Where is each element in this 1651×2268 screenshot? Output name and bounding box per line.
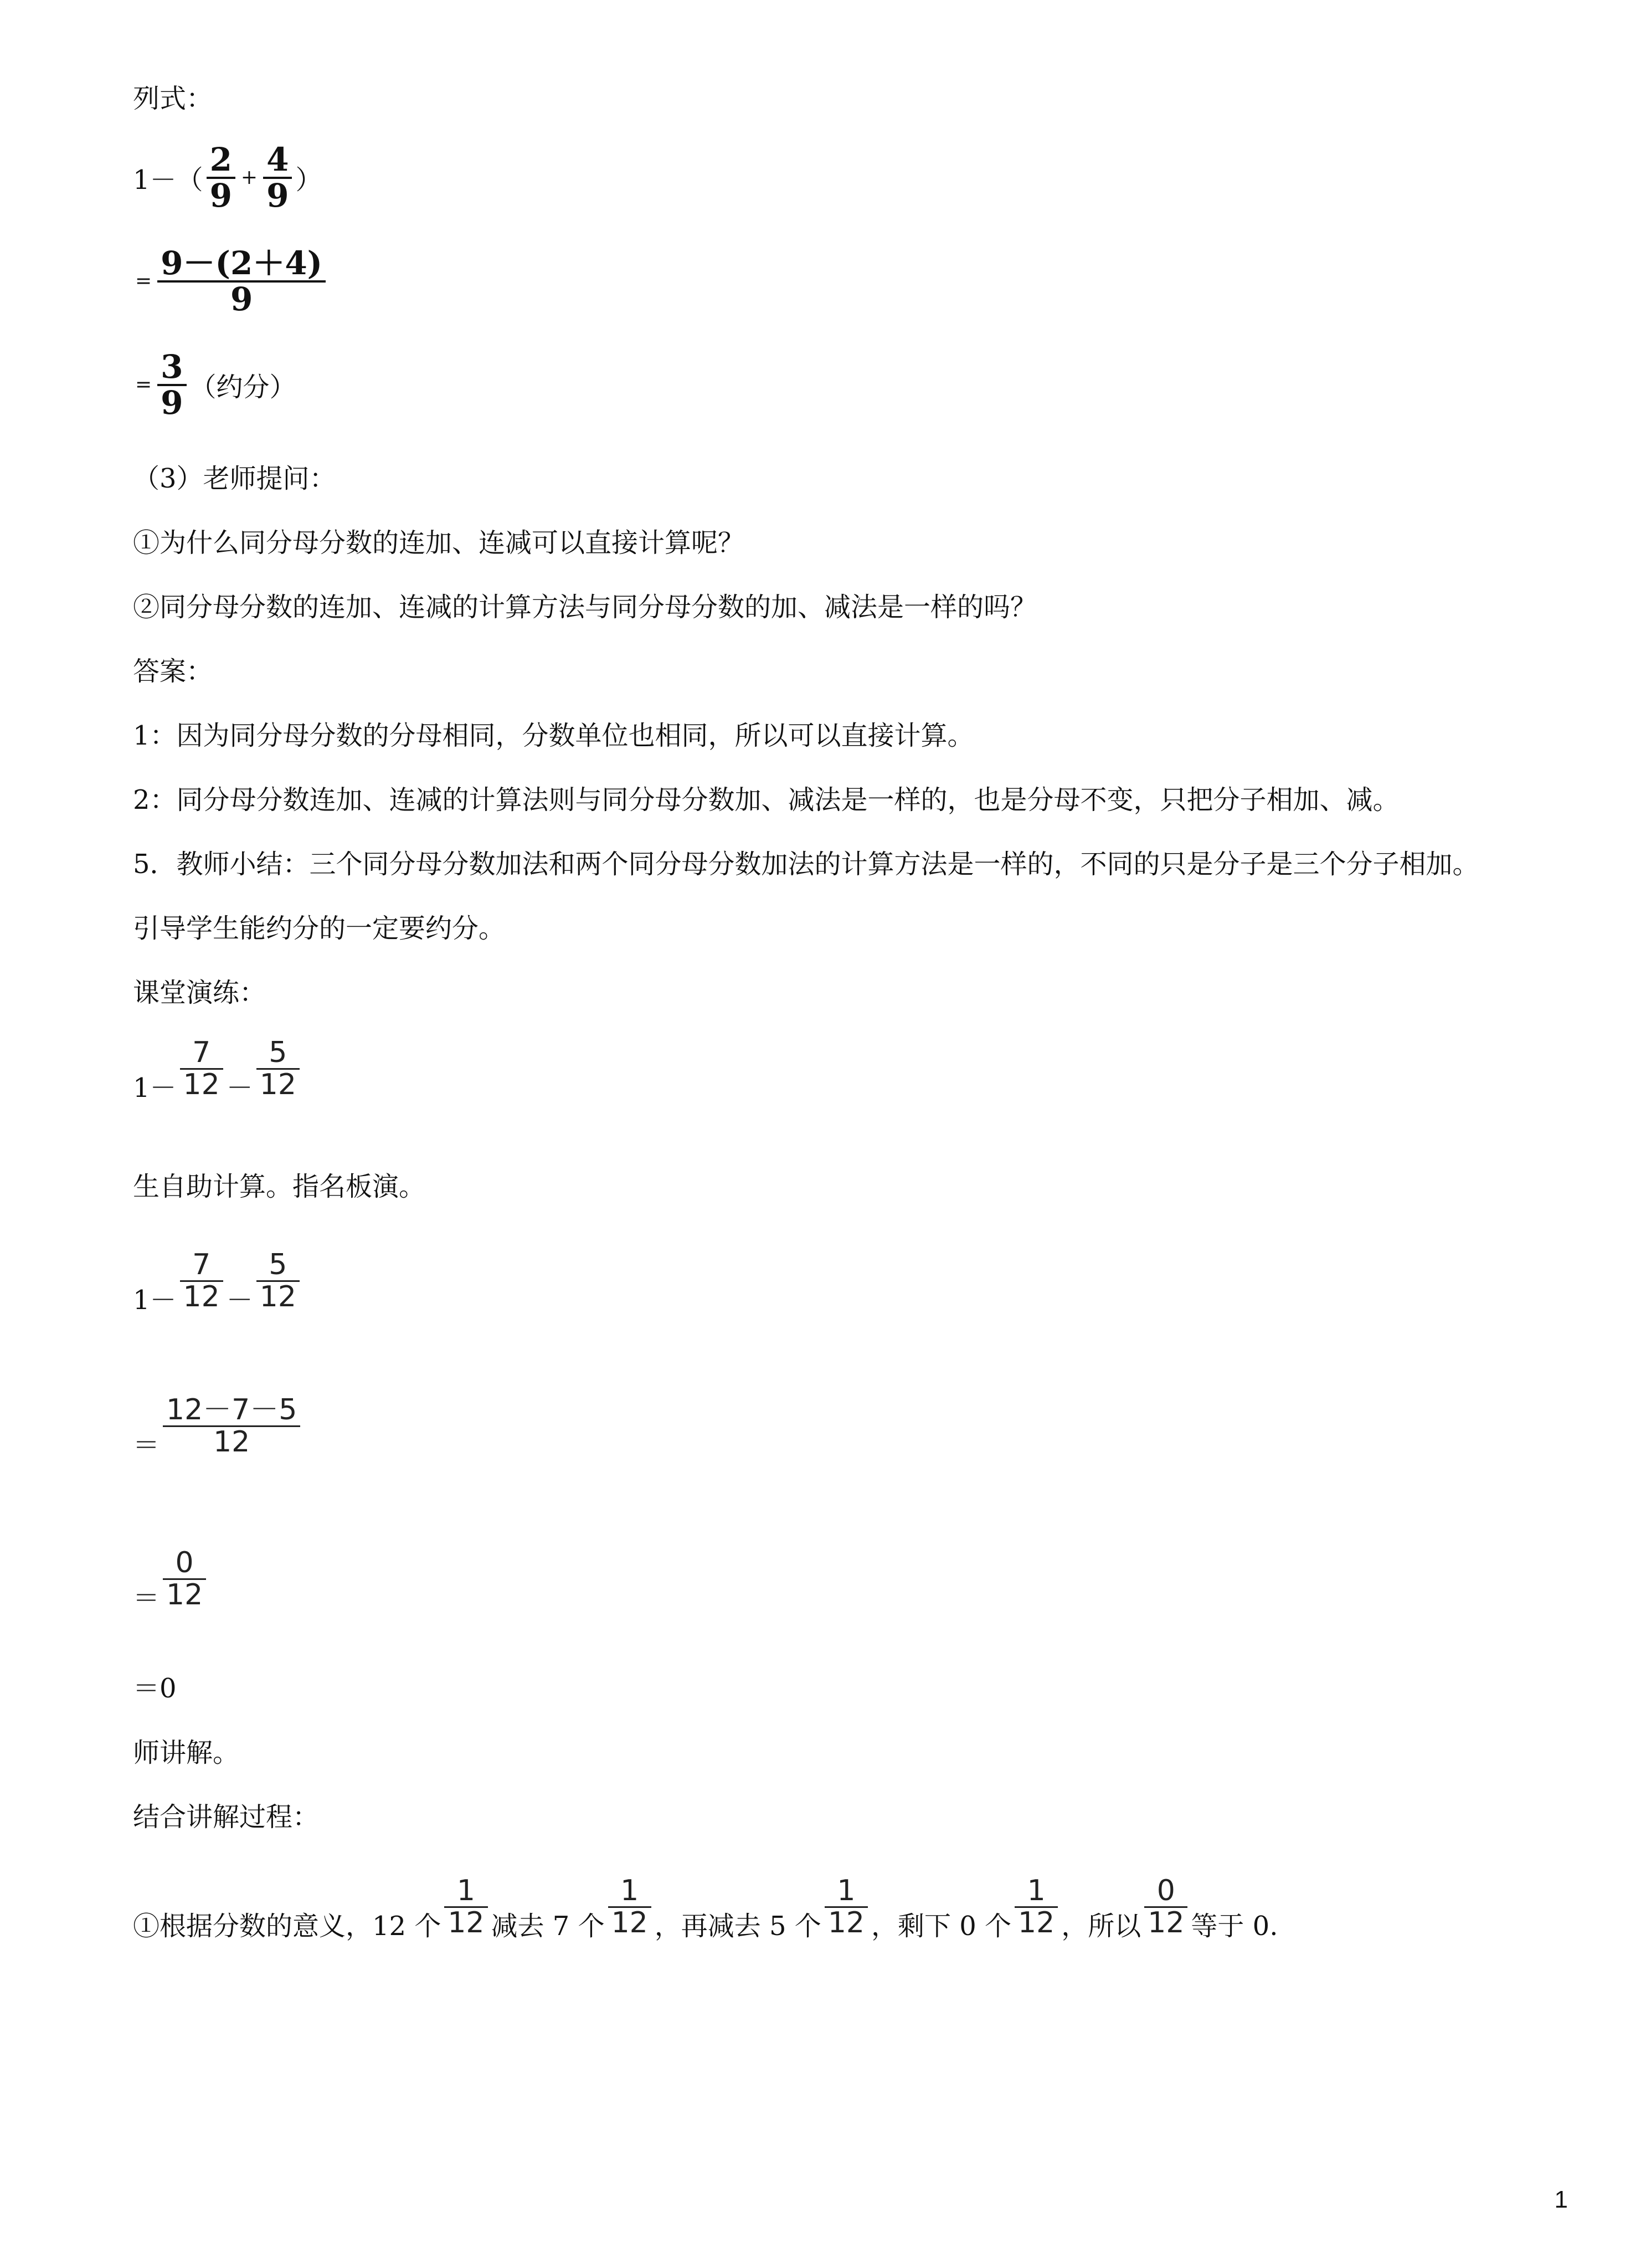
fraction [263,143,292,213]
numerator: 12－7－5 [166,1393,297,1427]
denominator: 12 [183,1280,220,1313]
fraction [825,1876,868,1938]
math-text: ） [295,165,322,196]
math-text: 1－ [133,165,177,196]
text-line: 生自助计算。指名板演。 [133,1171,426,1202]
fraction [157,350,186,420]
fraction [256,1250,300,1312]
denominator: 12 [259,1068,296,1101]
denominator: 12 [213,1425,250,1459]
numerator: 5 [269,1248,287,1282]
explain-text: ，所以 [1061,1911,1141,1942]
numerator: 0 [1156,1874,1175,1908]
text-line: ②同分母分数的连加、连减的计算方法与同分母分数的加、减法是一样的吗？ [133,592,1037,623]
equation-1 [133,143,322,213]
denominator: 12 [259,1280,296,1313]
math-text: 1－ [133,1285,177,1316]
minus-sign: － [226,1073,253,1104]
numerator: 5 [269,1036,287,1070]
denominator: 12 [1148,1906,1185,1939]
text-line: 结合讲解过程： [133,1802,320,1833]
numerator: 4 [266,141,289,178]
math-text: （ [176,165,203,196]
math-text: 1－ [133,1073,177,1104]
denominator: 9 [266,176,289,214]
text-line: 答案： [133,656,213,687]
denominator: 9 [230,280,253,318]
fraction [608,1876,651,1938]
numerator: 1 [456,1874,475,1908]
numerator: 1 [620,1874,639,1908]
denominator: 12 [1018,1906,1055,1939]
text-line: 1：因为同分母分数的分母相同，分数单位也相同，所以可以直接计算。 [133,720,974,751]
denominator: 12 [827,1906,865,1939]
denominator: 9 [209,176,232,214]
text-line: ＝0 [133,1673,177,1704]
fraction [1015,1876,1058,1938]
equals-sign: = [135,270,152,293]
numerator: 9－(2＋4) [161,244,323,282]
text-line: 列式： [133,83,213,114]
explain-text: 等于 0. [1191,1911,1278,1942]
fraction [157,244,326,318]
denominator: 12 [166,1578,203,1612]
exercise-expression [133,1033,303,1105]
math-note: （约分） [189,372,296,403]
page-number: 1 [1554,2186,1568,2213]
explain-text: 减去 7 个 [491,1911,605,1942]
denominator: 12 [183,1068,220,1101]
fraction [1144,1876,1187,1938]
text-line: 师讲解。 [133,1737,240,1768]
numerator: 3 [161,348,183,386]
fraction [444,1876,487,1938]
numerator: 7 [192,1248,211,1282]
text-line: 5．教师小结：三个同分母分数加法和两个同分母分数加法的计算方法是一样的，不同的只是分子是三个分子相加。 [133,849,1479,880]
explanation-line [133,1871,1278,1943]
explain-text: ，再减去 5 个 [654,1911,821,1942]
denominator: 9 [161,383,183,422]
text-line: 引导学生能约分的一定要约分。 [133,913,506,944]
fraction [256,1038,300,1100]
equation-2 [133,244,329,318]
fraction [163,1548,206,1610]
equals-sign: = [135,373,152,397]
denominator: 12 [611,1906,648,1939]
text-line: 课堂演练： [133,977,266,1008]
fraction [180,1250,223,1312]
plus-sign: + [240,166,258,189]
text-line: （3）老师提问： [133,463,336,494]
equation-3 [133,350,296,420]
numerator: 0 [175,1546,194,1580]
minus-sign: － [226,1285,253,1316]
explain-text: ，剩下 0 个 [871,1911,1012,1942]
worked-step-1 [133,1390,304,1462]
numerator: 1 [1027,1874,1046,1908]
equals-sign: ＝ [133,1583,160,1614]
numerator: 1 [837,1874,856,1908]
equals-sign: ＝ [133,1430,160,1461]
fraction [180,1038,223,1100]
text-line: ①为什么同分母分数的连加、连减可以直接计算呢？ [133,527,745,558]
worked-step-2 [133,1543,209,1615]
numerator: 2 [209,141,232,178]
fraction [207,143,235,213]
text-line: 2：同分母分数连加、连减的计算法则与同分母分数加、减法是一样的，也是分母不变，只把分子相加、减。 [133,784,1400,815]
denominator: 12 [448,1906,485,1939]
numerator: 7 [192,1036,211,1070]
worked-expression [133,1245,303,1317]
explain-text: ①根据分数的意义，12 个 [133,1911,441,1942]
fraction [163,1395,300,1457]
